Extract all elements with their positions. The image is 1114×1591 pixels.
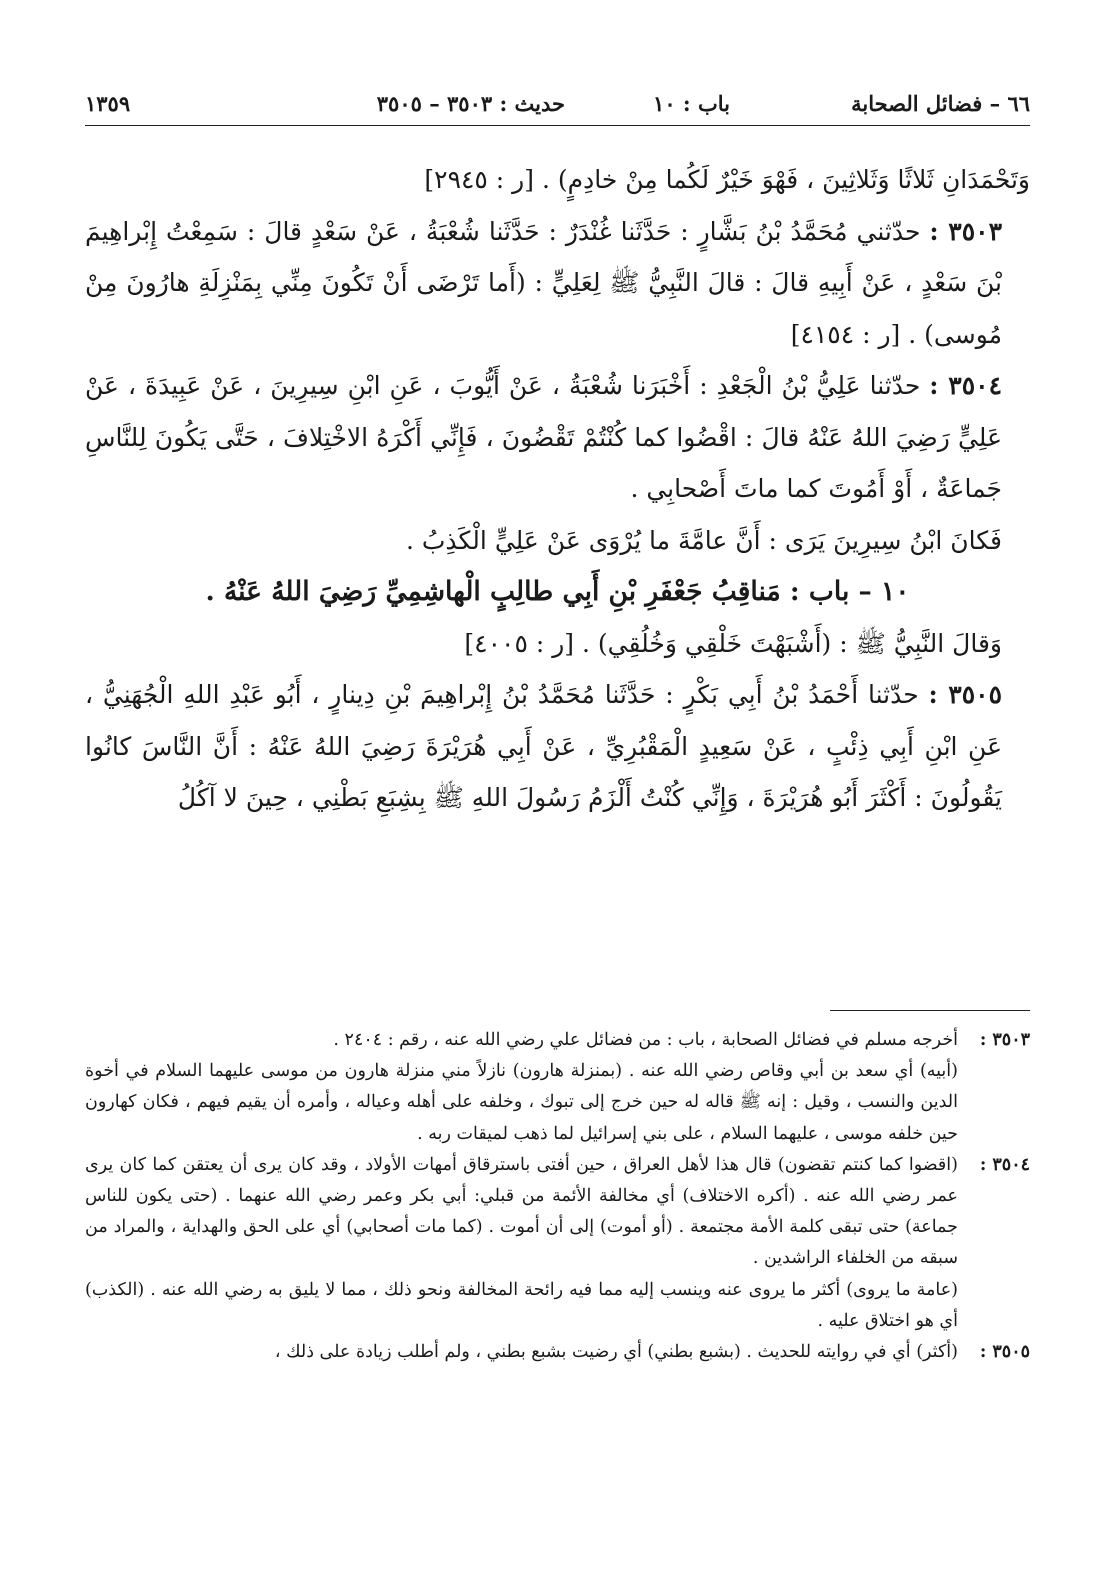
bab-heading: ١٠ – باب : مَناقِبُ جَعْفَرِ بْنِ أَبِي طالِبٍ الْهاشِمِيِّ رَضِيَ اللهُ عَنْهُ .: [205, 576, 910, 607]
footnote-number: ٣٥٠٣ :: [979, 1030, 1030, 1050]
footnote-paragraph: (أبيه) أي سعد بن أبي وقاص رضي الله عنه . (بمنزلة هارون) نازلاً مني منزلة هارون من موسى عليهما السلام في أخوة الدين والنسب ، وقيل : إنه ﷺ قاله له حين خرج إلى تبوك ، وخلفه على أهله وعياله ، وأمره أن يقيم فيهم ، فكان كهارون حين خلفه موسى ، عليهما السلام ، على بني إسرائيل لما ذهب لميقات ربه .: [85, 1061, 958, 1144]
footnote-body: [85, 1150, 958, 1337]
hadith-number: ٣٥٠٤ :: [929, 371, 1003, 400]
hadith-3505: [85, 669, 1030, 824]
footnote-3505: [85, 1337, 1030, 1368]
page-number: ١٣٥٩: [85, 91, 131, 116]
footnote-paragraph: أخرجه مسلم في فضائل الصحابة ، باب : من فضائل علي رضي الله عنه ، رقم : ٢٤٠٤ .: [333, 1030, 958, 1050]
main-text: [85, 154, 1030, 824]
bab-number: باب : ١٠: [653, 91, 730, 116]
footnote-number: ٣٥٠٤ :: [979, 1154, 1030, 1175]
hadith-3503: [85, 206, 1030, 361]
running-header: [85, 85, 1030, 126]
hadith-range: حديث : ٣٥٠٣ – ٣٥٠٥: [376, 91, 565, 116]
footnote-paragraph: (عامة ما يروى) أكثر ما يروى عنه وينسب إليه مما فيه رائحة المخالفة ونحو ذلك ، مما لا يليق به رضي الله عنه . (الكذب) أي هو اختلاق عليه .: [85, 1279, 958, 1331]
hadith-number: ٣٥٠٣ :: [929, 216, 1003, 246]
book-page: [85, 85, 1030, 1565]
chapter-title: ٦٦ – فضائل الصحابة: [851, 91, 1030, 116]
hadith-text: حدّثنا عَلِيُّ بْنُ الْجَعْدِ : أَخْبَرَنا شُعْبَةُ ، عَنْ أَيُّوبَ ، عَنِ ابْنِ سِيرِينَ ، عَنْ عَبِيدَةَ ، عَنْ عَلِيٍّ رَضِيَ اللهُ عَنْهُ قالَ : اقْضُوا كما كُنْتُمْ تَقْضُونَ ، فَإِنِّي أَكْرَهُ الاخْتِلافَ ، حَتَّى يَكُونَ لِلنَّاسِ جَماعَةٌ ، أَوْ أَمُوتَ كما ماتَ أَصْحابِي .: [85, 371, 1002, 503]
hadith-3504: [85, 360, 1030, 515]
footnote-3503: [85, 1025, 1030, 1150]
footnotes: [85, 1025, 1030, 1368]
bab-quote: وَقالَ النَّبِيُّ ﷺ : (أَشْبَهْتَ خَلْقِي وَخُلُقِي) . [ر : ٤٠٠٥]: [464, 628, 1002, 658]
hadith-text: حدّثني مُحَمَّدُ بْنُ بَشَّارٍ : حَدَّثَنا غُنْدَرٌ : حَدَّثَنا شُعْبَةُ ، عَنْ سَعْدٍ قالَ : سَمِعْتُ إِبْراهِيمَ بْنَ سَعْدٍ ، عَنْ أَبِيهِ قالَ : قالَ النَّبِيُّ ﷺ لِعَلِيٍّ : (أَما تَرْضَى أَنْ تَكُونَ مِنِّي بِمَنْزِلَةِ هارُونَ مِنْ مُوسى) . [ر : ٤١٥٤]: [85, 216, 1002, 349]
footnote-body: [85, 1025, 958, 1150]
continuation-text: وَتَحْمَدَانِ ثَلاثًا وَثَلاثِينَ ، فَهْوَ خَيْرٌ لَكُما مِنْ خادِمٍ) . [ر : ٢٩٤٥]: [424, 165, 1030, 194]
footnote-3504: [85, 1150, 1030, 1337]
hadith-3504-note: فَكانَ ابْنُ سِيرِينَ يَرَى : أَنَّ عامَّةَ ما يُرْوَى عَنْ عَلِيٍّ الْكَذِبُ .: [405, 525, 1002, 555]
footnote-divider: [830, 1010, 1030, 1011]
hadith-text: حدّثنا أَحْمَدُ بْنُ أَبِي بَكْرٍ : حَدَّثَنا مُحَمَّدُ بْنُ إِبْراهِيمَ بْنِ دِينارٍ ، أَبُو عَبْدِ اللهِ الْجُهَنِيُّ ، عَنِ ابْنِ أَبِي ذِئْبٍ ، عَنْ سَعِيدٍ الْمَقْبُرِيِّ ، عَنْ أَبِي هُرَيْرَةَ رَضِيَ اللهُ عَنْهُ : أَنَّ النَّاسَ كانُوا يَقُولُونَ : أَكْثَرَ أَبُو هُرَيْرَةَ ، وَإِنِّي كُنْتُ أَلْزَمُ رَسُولَ اللهِ ﷺ بِشِبَعِ بَطْنِي ، حِينَ لا آكُلُ: [85, 680, 1002, 812]
footnote-paragraph: (أكثر) أي في روايته للحديث . (بشبع بطني) أي رضيت بشبع بطني ، ولم أطلب زيادة على ذلك ،: [274, 1342, 958, 1363]
hadith-number: ٣٥٠٥ :: [928, 680, 1002, 709]
footnote-number: ٣٥٠٥ :: [979, 1342, 1030, 1363]
footnote-paragraph: (اقضوا كما كنتم تقضون) قال هذا لأهل العراق ، حين أفتى باسترقاق أمهات الأولاد ، وقد كان يرى أن يعتقن كما كان يرى عمر رضي الله عنه . (أكره الاختلاف) أي مخالفة الأئمة من قبلي: أبي بكر وعمر رضي الله عنهما . (حتى يكون للناس جماعة) حتى تبقى كلمة الأمة مجتمعة . (أو أموت) إلى أن أموت . (كما مات أصحابي) أي على الحق والهداية ، والمراد من سبقه من الخلفاء الراشدين .: [85, 1154, 958, 1269]
footnote-body: [85, 1337, 958, 1368]
